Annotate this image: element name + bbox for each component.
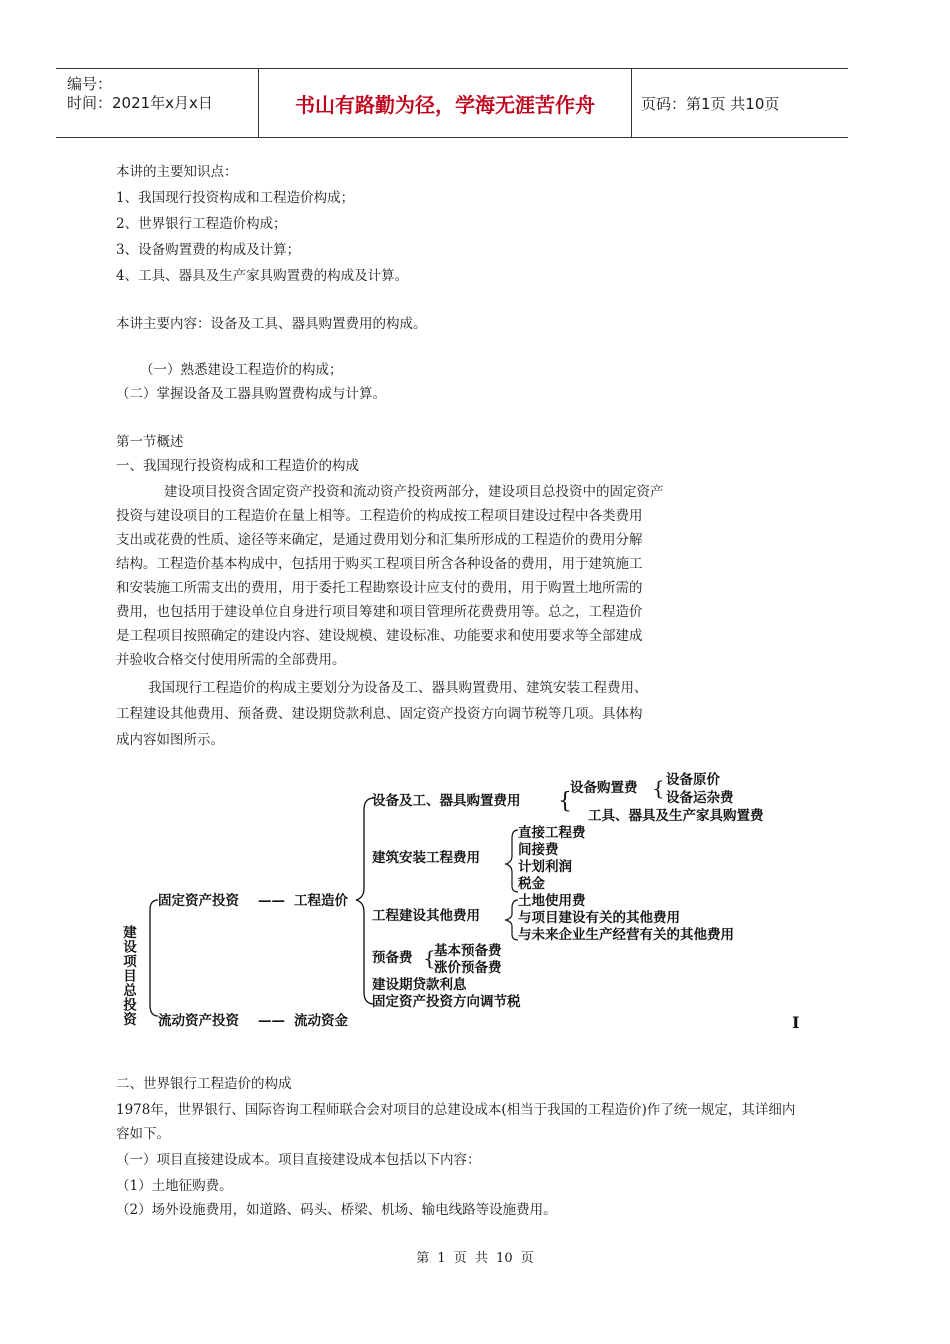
fixed-dash: —— bbox=[258, 893, 285, 909]
brace-glyph: { bbox=[423, 946, 436, 970]
working-capital-label: 流动资金 bbox=[294, 1013, 348, 1029]
future-other-label: 与未来企业生产经营有关的其他费用 bbox=[518, 927, 734, 943]
paragraph: 并验收合格交付使用所需的全部费用。 bbox=[116, 652, 346, 668]
tax-label: 税金 bbox=[518, 876, 545, 892]
paragraph: 2、世界银行工程造价构成； bbox=[116, 216, 287, 232]
project-cost-brace bbox=[356, 798, 374, 1004]
subsection-heading: 一、我国现行投资构成和工程造价的构成 bbox=[116, 458, 359, 474]
paragraph: 3、设备购置费的构成及计算； bbox=[116, 242, 301, 258]
other-costs-brace bbox=[506, 900, 518, 940]
other-costs-label: 工程建设其他费用 bbox=[372, 908, 480, 924]
paragraph: 是工程项目按照确定的建设内容、建设规模、建设标准、功能要求和使用要求等全部建成 bbox=[116, 628, 643, 644]
paragraph: 本讲的主要知识点： bbox=[116, 164, 238, 180]
direct-cost-label: 直接工程费 bbox=[518, 825, 586, 841]
header-table bbox=[56, 68, 848, 138]
paragraph: （1）土地征购费。 bbox=[116, 1178, 233, 1194]
equip-purchase-label: 设备购置费 bbox=[570, 780, 638, 796]
number-label: 编号： bbox=[67, 75, 113, 93]
adjust-tax-label: 固定资产投资方向调节税 bbox=[372, 994, 521, 1010]
paragraph: 1978年，世界银行、国际咨询工程师联合会对项目的总建设成本(相当于我国的工程造价)作了统一规定，其详细内 bbox=[116, 1102, 796, 1118]
paragraph: 投资与建设项目的工程造价在量上相等。工程造价的构成按工程项目建设过程中各类费用 bbox=[116, 508, 643, 524]
project-cost-label: 工程造价 bbox=[294, 893, 348, 909]
paragraph: 容如下。 bbox=[116, 1126, 170, 1142]
paragraph: （一）项目直接建设成本。项目直接建设成本包括以下内容： bbox=[116, 1152, 481, 1168]
indirect-cost-label: 间接费 bbox=[518, 842, 559, 858]
land-use-label: 土地使用费 bbox=[518, 893, 586, 909]
paragraph: 建设项目投资含固定资产投资和流动资产投资两部分，建设项目总投资中的固定资产 bbox=[164, 484, 664, 500]
equip-tools-label: 设备及工、器具购置费用 bbox=[372, 793, 521, 809]
equip-transport-label: 设备运杂费 bbox=[666, 790, 734, 806]
paragraph: 和安装施工所需支出的费用，用于委托工程勘察设计应支付的费用，用于购置土地所需的 bbox=[116, 580, 643, 596]
root-brace bbox=[150, 900, 158, 1016]
header-meta-cell bbox=[56, 69, 258, 137]
page-footer: 第 1 页 共 10 页 bbox=[416, 1251, 534, 1266]
paragraph: 4、工具、器具及生产家具购置费的构成及计算。 bbox=[116, 268, 409, 284]
price-reserve-label: 涨价预备费 bbox=[434, 960, 502, 976]
time-label: 时间：2021年x月x日 bbox=[67, 94, 213, 112]
paragraph: 我国现行工程造价的构成主要划分为设备及工、器具购置费用、建筑安装工程费用、 bbox=[148, 680, 648, 696]
paragraph: 结构。工程造价基本构成中，包括用于购买工程项目所含各种设备的费用，用于建筑施工 bbox=[116, 556, 643, 572]
current-dash: —— bbox=[258, 1013, 285, 1029]
tools-furniture-label: 工具、器具及生产家具购置费 bbox=[588, 808, 764, 824]
motto: 书山有路勤为径，学海无涯苦作舟 bbox=[258, 69, 632, 137]
paragraph: （二）掌握设备及工器具购置费构成与计算。 bbox=[116, 386, 386, 402]
related-other-label: 与项目建设有关的其他费用 bbox=[518, 910, 680, 926]
paragraph: （一）熟悉建设工程造价的构成； bbox=[140, 362, 343, 378]
construction-brace bbox=[506, 830, 518, 892]
current-asset-label: 流动资产投资 bbox=[158, 1013, 239, 1029]
paragraph: （2）场外设施费用，如道路、码头、桥梁、机场、输电线路等设施费用。 bbox=[116, 1202, 557, 1218]
section-heading: 第一节概述 bbox=[116, 434, 184, 450]
paragraph: 工程建设其他费用、预备费、建设期贷款利息、固定资产投资方向调节税等几项。具体构 bbox=[116, 706, 643, 722]
planned-profit-label: 计划利润 bbox=[518, 859, 572, 875]
page-label: 页码：第1页 共10页 bbox=[641, 95, 780, 113]
cost-structure-diagram bbox=[118, 770, 808, 1032]
equip-original-label: 设备原价 bbox=[666, 772, 720, 788]
stray-mark: I bbox=[792, 1013, 800, 1032]
paragraph: 本讲主要内容：设备及工具、器具购置费用的构成。 bbox=[116, 316, 427, 332]
brace-glyph: { bbox=[558, 789, 572, 814]
brace-glyph: { bbox=[652, 776, 665, 800]
construction-label: 建筑安装工程费用 bbox=[372, 850, 480, 866]
paragraph: 成内容如图所示。 bbox=[116, 732, 224, 748]
diagram-root-label: 建设项目总投资 bbox=[120, 925, 136, 1027]
reserve-label: 预备费 bbox=[372, 950, 413, 966]
subsection-heading: 二、世界银行工程造价的构成 bbox=[116, 1076, 292, 1092]
paragraph: 费用，也包括用于建设单位自身进行项目筹建和项目管理所花费费用等。总之，工程造价 bbox=[116, 604, 643, 620]
paragraph: 1、我国现行投资构成和工程造价构成； bbox=[116, 190, 355, 206]
basic-reserve-label: 基本预备费 bbox=[434, 943, 502, 959]
paragraph: 支出或花费的性质、途径等来确定，是通过费用划分和汇集所形成的工程造价的费用分解 bbox=[116, 532, 643, 548]
fixed-asset-label: 固定资产投资 bbox=[158, 893, 239, 909]
loan-interest-label: 建设期贷款利息 bbox=[372, 977, 467, 993]
